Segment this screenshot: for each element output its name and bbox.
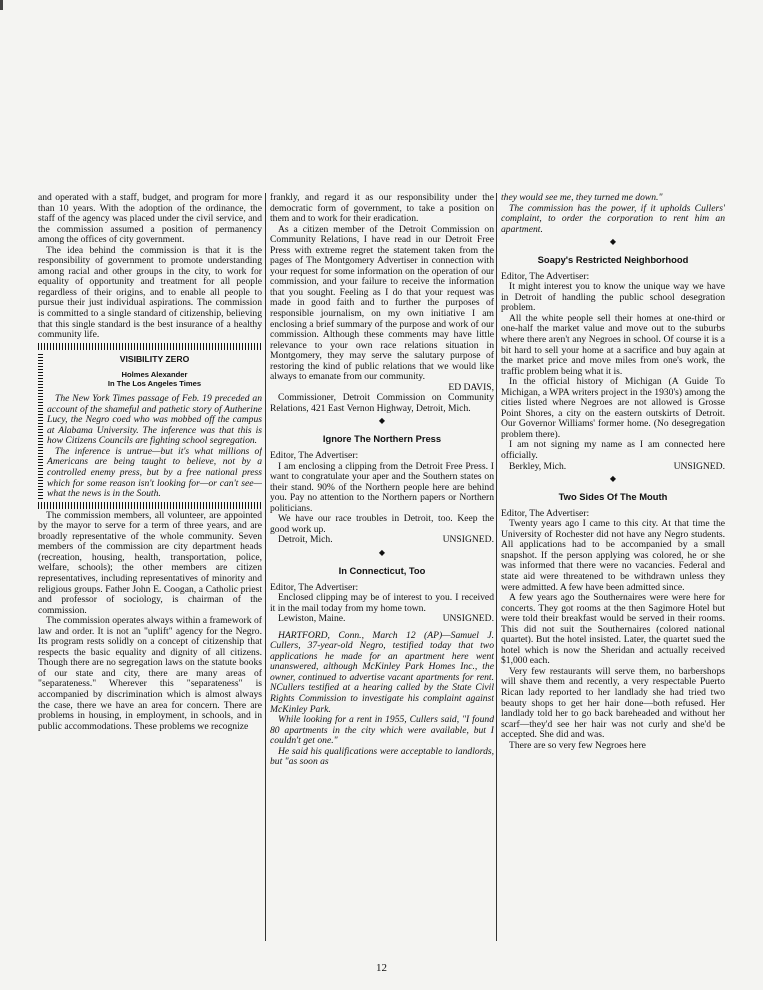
- clipping-text: HARTFORD, Conn., March 12 (AP)—Samuel J. Cullers, 37-year-old Negro, testified today that two applications he made for an apartment here went unanswered, although McKinley Park Homes Inc., the owner, continued to advertise vacant apartments for rent. NCullers testified at a hearing called by the State Civil Rights Commission to investigate his complaint against McKinley Park.: [270, 629, 494, 715]
- clipping-text: He said his qualifications were acceptable to landlords, but "as soon as: [270, 745, 494, 768]
- signature-place: Lewiston, Maine.: [278, 613, 346, 625]
- paragraph: All the white people sell their homes at one-third or one-half the market value and move out to the suburbs where there aren't any Negroes in school. Of course it is a bit hard to sell your home at a sacrifice and buy again at the market price and move miles from one's work, the traffic problem being what it is.: [501, 312, 725, 377]
- scan-edge-mark: [0, 0, 3, 10]
- letter-heading: Two Sides Of The Mouth: [558, 491, 668, 503]
- paragraph: frankly, and regard it as our responsibility under the democratic form of government, to take a position on them and to work for their eradication.: [270, 193, 494, 225]
- letter-heading: Ignore The Northern Press: [322, 433, 442, 445]
- column-2: [270, 193, 494, 833]
- column-divider: [496, 193, 497, 941]
- clipping-paragraph: [501, 204, 725, 236]
- clipping-text: they would see me, they turned me down.": [501, 193, 663, 203]
- diamond-separator: ◆: [609, 474, 617, 484]
- paragraph: We have our race troubles in Detroit, too. Keep the good work up.: [270, 513, 494, 535]
- column-divider: [265, 193, 266, 941]
- diamond-separator: ◆: [609, 237, 617, 247]
- paragraph: A few years ago the Southernaires were were here for concerts. They got rooms at the then Sagimore Hotel but were told their breakfast would be served in their rooms. This did not suit the Southernaires (colored national quartet). But the hotel insisted. Later, the quartet sued the hotel which is now the Sheridan and actually received $1,000 each.: [501, 592, 725, 667]
- column-1: [38, 193, 262, 953]
- box-rule-bottom: [38, 502, 262, 509]
- clipping-paragraph: [270, 715, 494, 747]
- letter-heading: In Connecticut, Too: [338, 564, 426, 576]
- letter-heading: Soapy's Restricted Neighborhood: [537, 254, 689, 266]
- paragraph: Very few restaurants will serve them, no barbershops will shave them and recently, a very respectable Puerto Rican lady reported to her landlady she had tried two beauty shops to get her hair done—both refused. Her landlady told her to go back bareheaded and without her scarf—they'd see her hair was not curly and she'd be accepted. She did and was.: [501, 665, 725, 741]
- paragraph: In the official history of Michigan (A Guide To Michigan, a WPA writers project in the 1930's) among the cities listed where Negroes are not allowed is Grosse Point Shores, a city on the eastern outskirts of Detroit. Our Governor Williams' former home. (No desegregation problem there).: [501, 376, 725, 440]
- box-byline-source: In The Los Angeles Times: [107, 379, 202, 389]
- signature-name: ED DAVIS,: [448, 381, 494, 393]
- salutation: Editor, The Advertiser:: [270, 450, 359, 462]
- clipping-paragraph: [270, 631, 494, 715]
- signature-name: UNSIGNED.: [673, 460, 725, 472]
- paragraph: I am not signing my name as I am connected here officially.: [501, 439, 725, 462]
- paragraph: The idea behind the commission is that it is the responsibility of government to promote understanding among racial and other groups in the city, to work for equality of opportunity and treatment for all people regardless of their origins, and to enable all people to pursue their just individual aspirations. The commission is committed to a single standard of citizenship, believing that this single standard is the best insurance of a healthy community life.: [38, 244, 262, 341]
- salutation: Editor, The Advertiser:: [270, 581, 359, 593]
- visibility-zero-box: [38, 354, 262, 500]
- salutation: Editor, The Advertiser:: [501, 507, 590, 519]
- page-number: 12: [376, 962, 387, 974]
- paragraph: The commission operates always within a framework of law and order. It is not an "uplift" agency for the Negro. Its program rests solidly on a concept of citizenship that respects the basic equality and dignity of all citizens. Though there are no segregation laws on the statute books of our state and city, there are many areas of "separateness." Wherever this "separateness" is accompanied by discrimination which is almost always the case, there we have an area for concern. There are problems in housing, in employment, in schools, and in public accommodations. These problems we recognize: [38, 615, 262, 732]
- paragraph: Enclosed clipping may be of interest to you. I received it in the mail today from my home town.: [270, 592, 494, 614]
- box-paragraph: The New York Times passage of Feb. 19 preceded an account of the shameful and pathetic story of Autherine Lucy, the Negro coed who was mobbed off the campus at Alabama University. The inference was that this is how Citizens Councils are fighting school segregation.: [47, 393, 262, 447]
- salutation: Editor, The Advertiser:: [501, 270, 590, 282]
- paragraph: There are so very few Negroes here: [509, 739, 646, 751]
- signature-line: [270, 614, 494, 625]
- clipping-paragraph: [270, 747, 494, 768]
- signature-line: [270, 535, 494, 546]
- diamond-separator: ◆: [378, 547, 386, 557]
- signature-name: UNSIGNED.: [442, 534, 494, 546]
- clipping-text: The commission has the power, if it upholds Cullers' complaint, to order the corporation to rent him an apartment.: [501, 202, 725, 235]
- paragraph: The commission members, all volunteer, are appointed by the mayor to serve for a term of three years, and are broadly representative of the whole community. Seven members of the commission are city department heads (recreation, housing, health, transportation, police, welfare, schools); the other members are citizen representatives, including representatives of minority and religious groups. Father John E. Coogan, a Catholic priest and professor of sociology, is chairman of the commission.: [38, 509, 262, 616]
- paragraph: and operated with a staff, budget, and program for more than 10 years. With the adoption of the ordinance, the staff of the agency was placed under the civil service, and the commission assumed a position of permanency among the offices of city government.: [38, 193, 262, 246]
- signature-title: Commissioner, Detroit Commission on Community Relations, 421 East Vernon Highway, Detroit, Mich.: [270, 392, 494, 414]
- paragraph: As a citizen member of the Detroit Commission on Community Relations, I have read in our Detroit Free Press with extreme regret the statement taken from the pages of The Montgomery Advertiser in connection with your request for some information on the operation of our commission, and your failure to receive the information that you sought. Feeling as I do that your request was made in good faith and to further the purposes of responsible journalism, on my own initiative I am enclosing a brief summary of the purpose and work of our commission. Although these comments may have little relevance to your own race relations situation in Montgomery, they may serve the salutary purpose of restoring the kind of public relations that we would like always to emanate from our community.: [270, 223, 494, 383]
- paragraph: It might interest you to know the unique way we have in Detroit of handling the public school desegration problem.: [501, 281, 725, 314]
- box-rule-top: [38, 343, 262, 350]
- box-paragraph: The inference is untrue—but it's what millions of Americans are being taught to believe, not by a controlled enemy press, but by a free national press which for some reason isn't looking for—or can't see—what the news is in the South.: [47, 445, 262, 500]
- diamond-separator: ◆: [378, 416, 386, 426]
- paragraph: Twenty years ago I came to this city. At that time the University of Rochester did not have any Negro students. All applications had to be accompanied by a small snapshot. If the person applying was colored, he or she was informed that there were no vacancies. Federal and state aid were threatened to be withdrawn unless they were admitted. A few have been admitted since.: [501, 518, 725, 593]
- signature-place: Detroit, Mich.: [278, 534, 333, 546]
- box-byline-author: Holmes Alexander: [121, 370, 188, 380]
- signature-line: [501, 462, 725, 473]
- clipping-text: While looking for a rent in 1955, Cullers said, "I found 80 apartments in the city which were available, but I couldn't get one.": [270, 714, 494, 747]
- signature-place: Berkley, Mich.: [509, 460, 567, 472]
- signature-name: UNSIGNED.: [442, 613, 494, 625]
- column-3: [501, 193, 725, 953]
- box-title: VISIBILITY ZERO: [119, 353, 190, 364]
- paragraph: I am enclosing a clipping from the Detroit Free Press. I want to congratulate your aper and the Southern states on their stand. 90% of the Northern people here are behind you. Pay no attention to the Northern papers or Northern politicians.: [270, 460, 494, 514]
